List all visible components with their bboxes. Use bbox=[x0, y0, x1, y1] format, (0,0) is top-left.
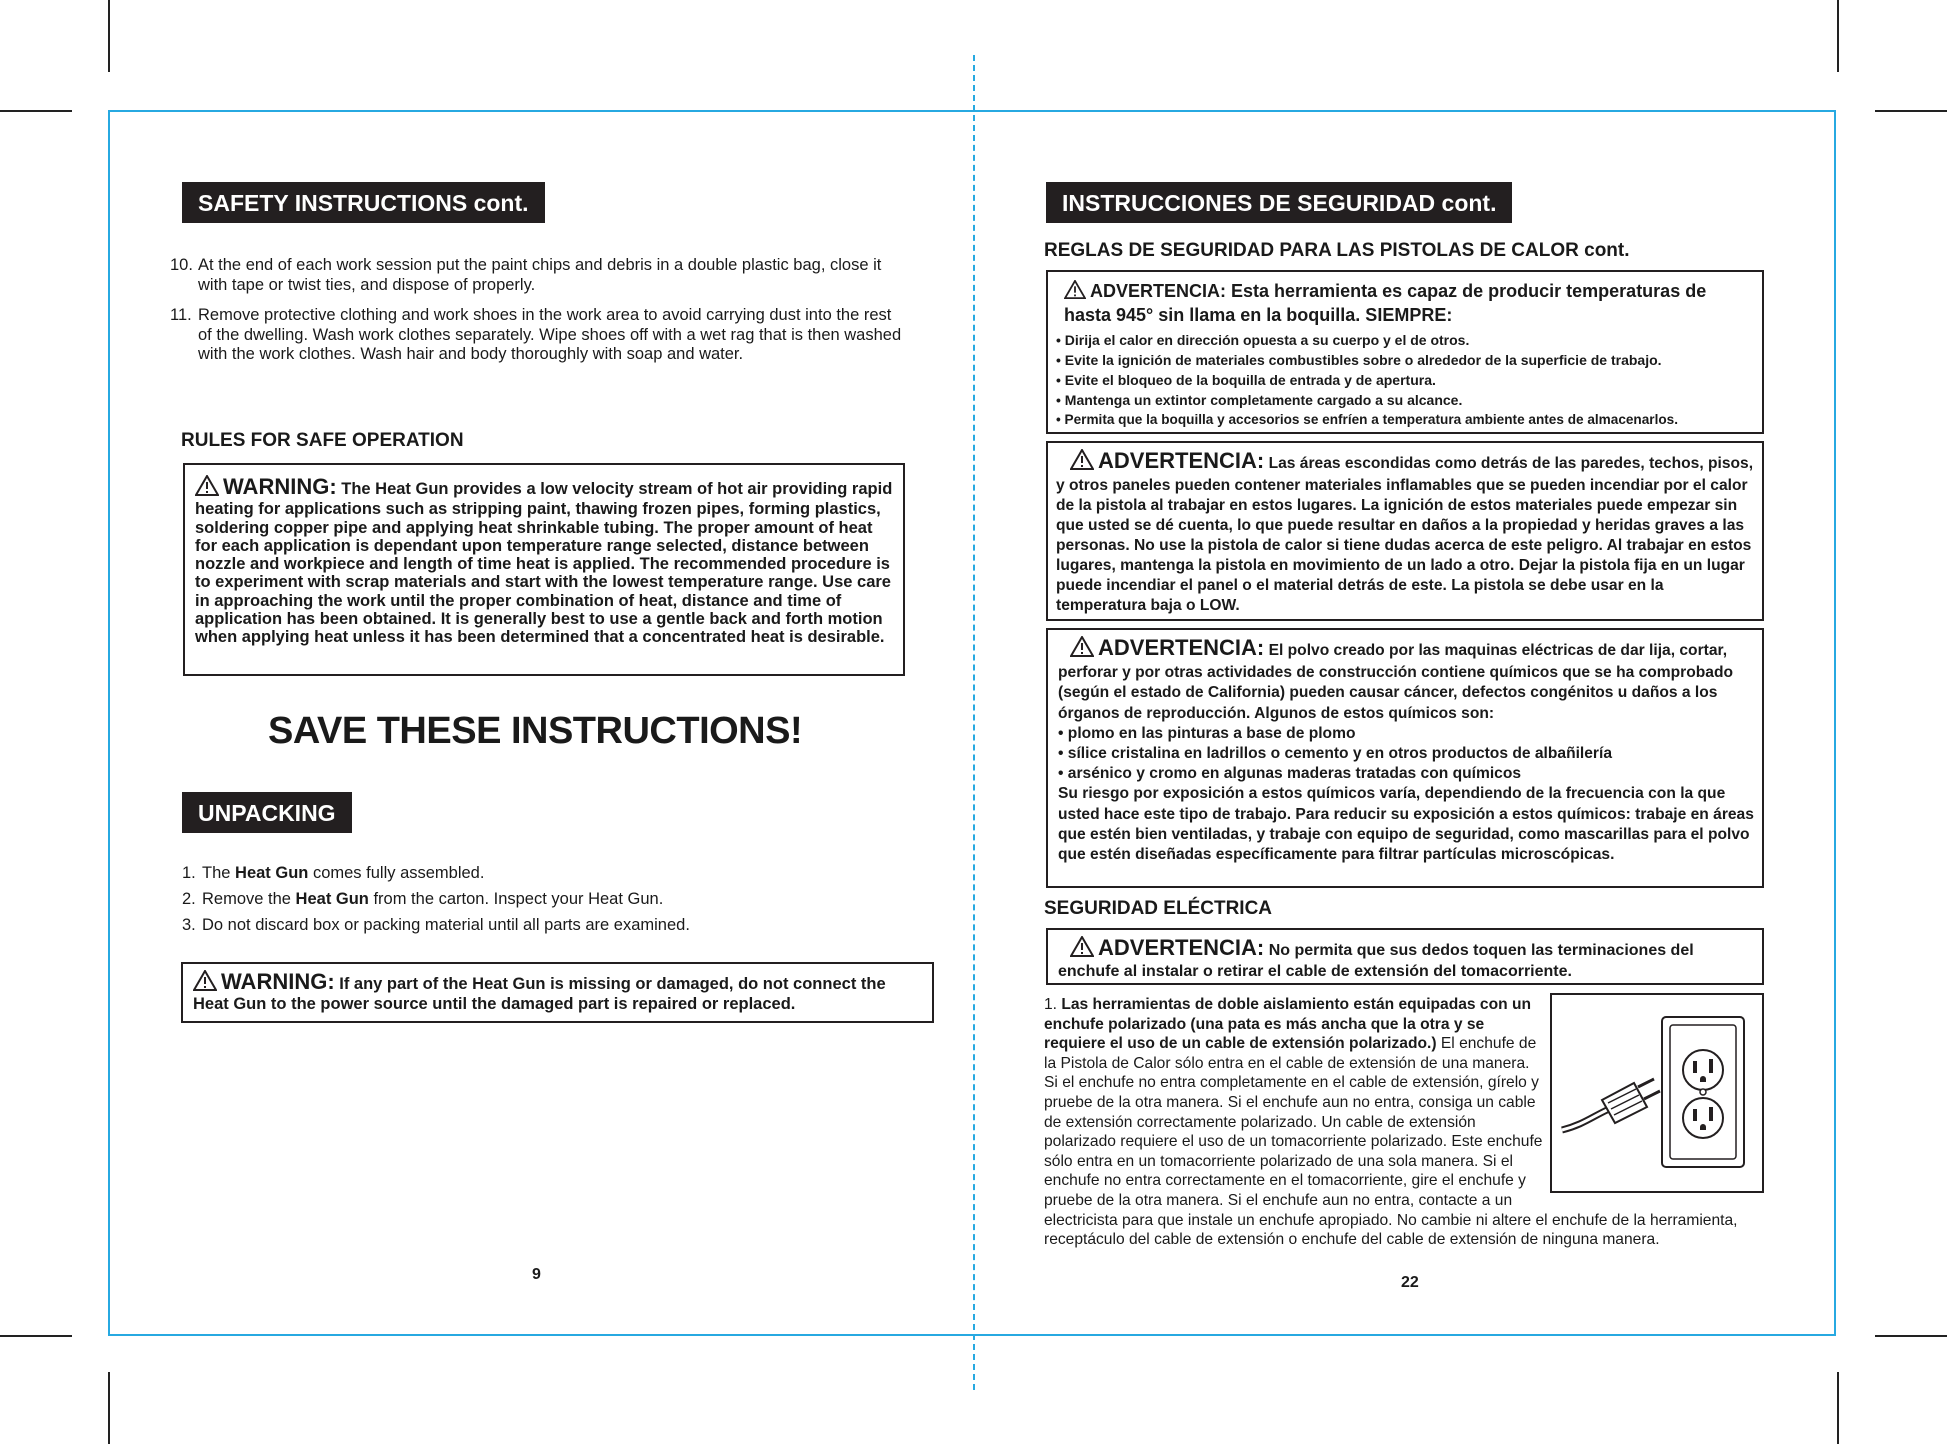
bullet-item: • plomo en las pinturas a base de plomo bbox=[1058, 724, 1356, 742]
warning-triangle-icon bbox=[193, 970, 217, 995]
item-text: At the end of each work session put the paint chips and debris in a double plastic bag, close it with tape or twist ties, and dispose of properly. bbox=[198, 256, 882, 294]
item-text: El enchufe de la Pistola de Calor sólo entra en el cable de extensión de una manera. Si el enchufe no entra completamente en el cable de extensión, gírelo y pruebe de la otra manera. Si el enchufe aun no entra, consiga un cable de extensión correctamente polarizado. Un cable de extensión polarizado requiere el uso de un tomacorriente polarizado. Este enchufe sólo entra en un tomacorriente polarizado de una sola manera. Si el enchufe no entra correctamente en el tomacorriente, gire el enchufe y pruebe de la otra manera. Si el enchufe aun no entra, contacte a un electricista para que instale un enchufe apropiado. No cambie ni altere el enchufe de la herramienta, receptáculo del cable de extensión o enchufe del cable de extensión de ninguna manera. bbox=[1044, 1035, 1738, 1249]
crop-mark bbox=[1837, 0, 1839, 72]
rules-heading: RULES FOR SAFE OPERATION bbox=[181, 430, 464, 451]
advertencia-text: No permita que sus dedos toquen las terminaciones del enchufe al instalar o retirar el cable de extensión del tomacorriente. bbox=[1058, 942, 1694, 980]
advertencia-label: ADVERTENCIA: bbox=[1090, 281, 1227, 301]
warning-box-missing bbox=[181, 962, 934, 1023]
crop-mark bbox=[1875, 1335, 1947, 1337]
advertencia-label: ADVERTENCIA: bbox=[1098, 935, 1265, 960]
item-text: from the carton. Inspect your Heat Gun. bbox=[368, 890, 664, 908]
safety-list bbox=[170, 256, 905, 365]
item-number: 2. bbox=[182, 890, 196, 908]
warning-text: If any part of the Heat Gun is missing or damaged, do not connect the Heat Gun to the power source until the damaged part is repaired or replaced. bbox=[193, 975, 886, 1014]
save-instructions-title: SAVE THESE INSTRUCTIONS! bbox=[268, 710, 803, 752]
bullet-item: • sílice cristalina en ladrillos o cemento y en otros productos de albañilería bbox=[1058, 745, 1613, 763]
instrucciones-tag: INSTRUCCIONES DE SEGURIDAD cont. bbox=[1046, 182, 1512, 223]
advertencia-box-hidden-areas bbox=[1046, 441, 1764, 621]
list-item bbox=[182, 886, 902, 912]
advertencia-text: El polvo creado por las maquinas eléctricas de dar lija, cortar, perforar y por otras actividades de construcción contiene químicos que se ha comprobado (según el estado de California) pueden causar cáncer, defectos congénitos u daños a los órganos de reproducción. Algunos de estos químicos son: bbox=[1058, 642, 1734, 722]
item-text: comes fully assembled. bbox=[308, 864, 485, 882]
warning-box-heat bbox=[183, 463, 905, 676]
crop-mark bbox=[1837, 1372, 1839, 1444]
fold-line bbox=[973, 55, 975, 1390]
list-item bbox=[170, 306, 905, 365]
bullet-item: • Evite la ignición de materiales combustibles sobre o alrededor de la superficie de trabajo. bbox=[1056, 352, 1662, 368]
list-item bbox=[182, 912, 902, 938]
bullet-item: • arsénico y cromo en algunas maderas tratadas con químicos bbox=[1058, 765, 1522, 783]
warning-label: WARNING: bbox=[223, 474, 337, 499]
crop-mark bbox=[0, 110, 72, 112]
warning-label: WARNING: bbox=[221, 969, 335, 994]
crop-mark bbox=[1875, 110, 1947, 112]
item-text: The bbox=[202, 864, 236, 882]
bullet-item: • Mantenga un extintor completamente cargado a su alcance. bbox=[1056, 392, 1463, 408]
unpacking-list bbox=[182, 860, 902, 938]
page-number-right: 22 bbox=[1401, 1274, 1419, 1291]
bullet-item: • Permita que la boquilla y accesorios se enfríen a temperatura ambiente antes de almacenarlos. bbox=[1056, 412, 1679, 427]
crop-mark bbox=[108, 0, 110, 72]
warning-triangle-icon bbox=[1064, 280, 1086, 304]
bullet-item: • Evite el bloqueo de la boquilla de entrada y de apertura. bbox=[1056, 372, 1436, 388]
safety-instructions-tag: SAFETY INSTRUCTIONS cont. bbox=[182, 182, 545, 223]
warning-triangle-icon bbox=[1070, 636, 1094, 663]
warning-triangle-icon bbox=[195, 475, 219, 500]
electrical-item bbox=[1044, 995, 1784, 1250]
advertencia-tail: Su riesgo por exposición a estos químicos varía, dependiendo de la frecuencia con la que usted hace este tipo de trabajo. Para reducir su exposición a estos químicos: trabaje en áreas que estén bien ventiladas, y trabaje con equipo de seguridad, como mascarillas para el polvo que estén diseñadas específicamente para filtrar partículas microscópicas. bbox=[1058, 785, 1754, 864]
warning-triangle-icon bbox=[1070, 936, 1094, 962]
warning-text: The Heat Gun provides a low velocity stream of hot air providing rapid heating for applications such as stripping paint, thawing frozen pipes, forming plastics, soldering copper pipe and applying heat shrinkable tubing. The proper amount of heat for each application is dependant upon temperature range selected, distance between nozzle and workpiece and length of time heat is applied. The recommended procedure is to experiment with scrap materials and start with the lowest temperature range. Use care in approaching the work until the proper combination of heat, distance and time of application has been obtained. It is generally best to use a gentle back and forth motion when applying heat unless it has been determined that a concentrated heat is desirable. bbox=[195, 480, 893, 647]
seguridad-electrica-heading: SEGURIDAD ELÉCTRICA bbox=[1044, 898, 1273, 919]
list-item bbox=[170, 256, 905, 295]
crop-mark bbox=[108, 1372, 110, 1444]
advertencia-label: ADVERTENCIA: bbox=[1098, 448, 1265, 473]
item-bold: Heat Gun bbox=[295, 890, 369, 908]
item-number: 1. bbox=[182, 864, 196, 882]
advertencia-label: ADVERTENCIA: bbox=[1098, 635, 1265, 660]
item-text: Do not discard box or packing material until all parts are examined. bbox=[202, 916, 690, 934]
item-text: Remove protective clothing and work shoes in the work area to avoid carrying dust into the rest of the dwelling. Wash work clothes separately. Wipe shoes off with a wet rag that is then washed with the work clothes. Wash hair and body thoroughly with soap and water. bbox=[198, 306, 902, 363]
item-bold: Heat Gun bbox=[235, 864, 309, 882]
list-item bbox=[182, 860, 902, 886]
advertencia-text: Esta herramienta es capaz de producir temperaturas de hasta 945° sin llama en la boquilla. SIEMPRE: bbox=[1064, 281, 1707, 325]
warning-triangle-icon bbox=[1070, 449, 1094, 476]
item-number: 10. bbox=[170, 256, 193, 274]
illustration-spacer bbox=[1544, 995, 1784, 1210]
reglas-heading: REGLAS DE SEGURIDAD PARA LAS PISTOLAS DE CALOR cont. bbox=[1044, 240, 1630, 261]
advertencia-box-plug bbox=[1046, 928, 1764, 985]
item-text: Remove the bbox=[202, 890, 296, 908]
unpacking-tag: UNPACKING bbox=[182, 792, 352, 833]
advertencia-box-dust bbox=[1046, 628, 1764, 888]
advertencia-text: Las áreas escondidas como detrás de las paredes, techos, pisos, y otros paneles pueden contener materiales inflamables que se pueden incendiar por el calor de la pistola al trabajar en estos lugares. La ignición de estos materiales puede empezar sin que usted se dé cuenta, lo que puede resultar en daños a la propiedad y heridas graves a las personas. No use la pistola de calor si tiene dudas acerca de este peligro. Al trabajar en estos lugares, mantenga la pistola en movimiento de un lado a otro. Dejar la pistola fija en un lugar puede incendiar el panel o el material detrás de este. La pistola se debe usar en la temperatura baja o LOW. bbox=[1056, 455, 1754, 614]
bullet-item: • Dirija el calor en dirección opuesta a su cuerpo y el de otros. bbox=[1056, 332, 1470, 348]
advertencia-box-temperature bbox=[1046, 270, 1764, 434]
crop-mark bbox=[0, 1335, 72, 1337]
item-bold: Las herramientas de doble aislamiento están equipadas con un enchufe polarizado (una pata es más ancha que la otra y se requiere el uso de un cable de extensión polarizado.) bbox=[1044, 996, 1532, 1053]
item-number: 3. bbox=[182, 916, 196, 934]
item-number: 11. bbox=[170, 306, 192, 324]
item-number: 1. bbox=[1044, 996, 1058, 1013]
page-number-left: 9 bbox=[532, 1266, 541, 1283]
